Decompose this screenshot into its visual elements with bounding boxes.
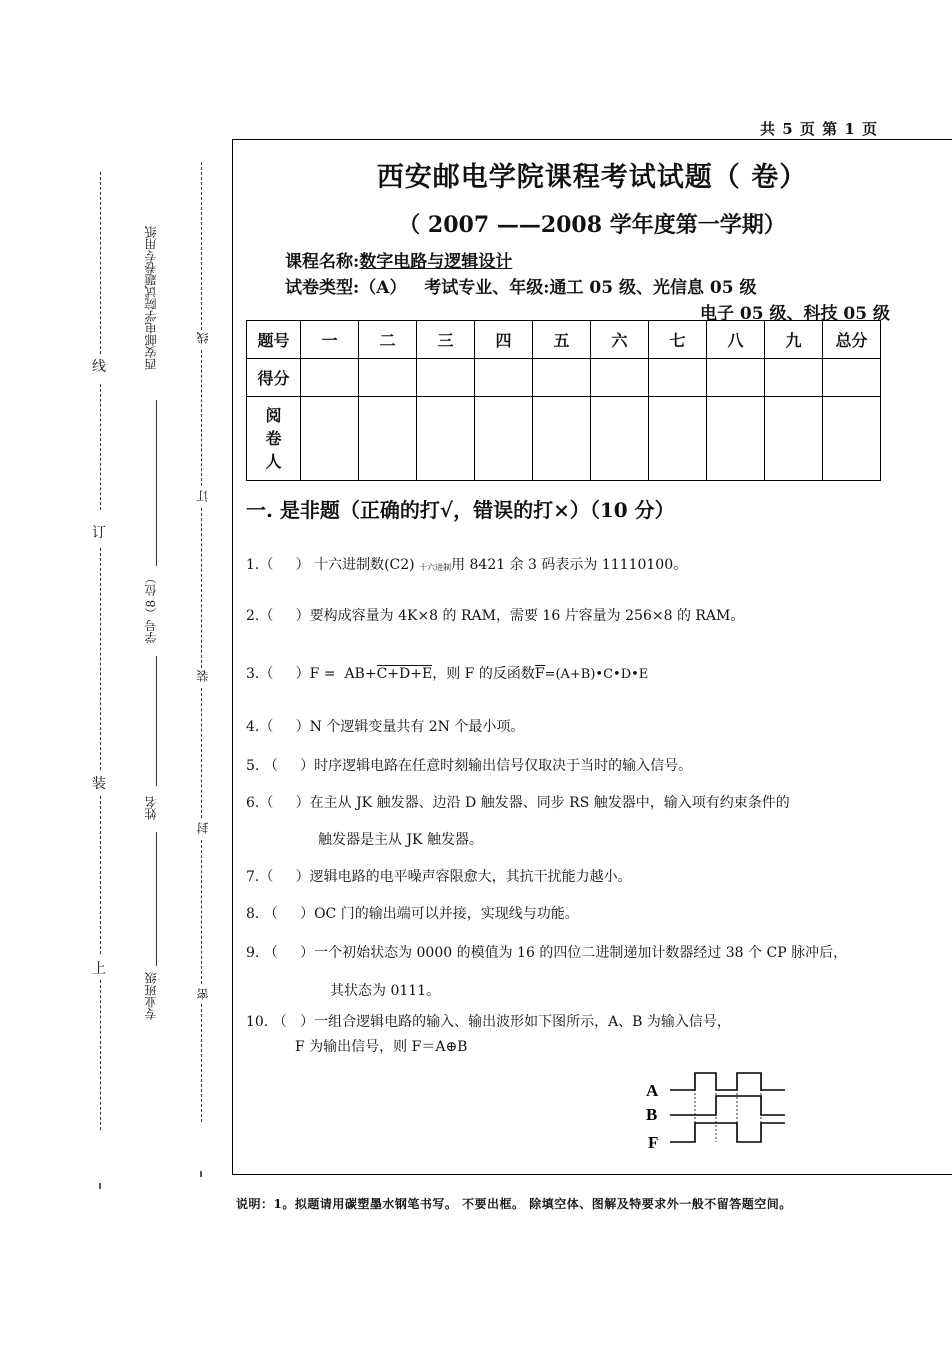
reviewer-cell[interactable] bbox=[301, 397, 359, 481]
question-number: 5. （ bbox=[246, 758, 278, 774]
reviewer-row-label bbox=[247, 397, 301, 481]
question-text: 用 8421 余 3 码表示为 11110100。 bbox=[451, 557, 688, 573]
score-cell[interactable] bbox=[649, 359, 707, 397]
question-9-cont: 其状态为 0111。 bbox=[330, 983, 441, 999]
margin-char: 线 bbox=[92, 359, 106, 375]
reviewer-cell[interactable] bbox=[707, 397, 765, 481]
reviewer-cell[interactable] bbox=[417, 397, 475, 481]
field-line bbox=[156, 656, 157, 786]
binding-line bbox=[100, 384, 101, 510]
reviewer-char: 卷 bbox=[265, 429, 282, 448]
question-8 bbox=[246, 903, 579, 923]
footer-note: 说明：1。拟题请用碳塑墨水钢笔书写。 不要出框。 除填空体、图解及特要求外一般不留答题空间。 bbox=[236, 1197, 792, 1211]
question-6-cont: 触发器是主从 JK 触发器。 bbox=[318, 832, 483, 848]
formula-plus: + bbox=[364, 666, 377, 682]
binding-line bbox=[100, 548, 101, 770]
question-1 bbox=[246, 554, 687, 574]
question-9 bbox=[246, 942, 847, 962]
question-text: ）在主从 JK 触发器、边沿 D 触发器、同步 RS 触发器中，输入项有约束条件的 bbox=[295, 795, 790, 811]
margin-char: 订 bbox=[196, 490, 210, 502]
header-cell: 四 bbox=[475, 321, 533, 359]
header-cell: 二 bbox=[359, 321, 417, 359]
waveform-guides bbox=[695, 1073, 761, 1142]
subscript: 十六进制 bbox=[419, 563, 452, 572]
reviewer-cell[interactable] bbox=[591, 397, 649, 481]
header-cell: 题号 bbox=[247, 321, 301, 359]
reviewer-row bbox=[247, 397, 881, 481]
score-cell[interactable] bbox=[591, 359, 649, 397]
header-cell: 六 bbox=[591, 321, 649, 359]
score-cell[interactable] bbox=[533, 359, 591, 397]
major-line2: 电子 05 级、科技 05 级 bbox=[700, 304, 890, 324]
question-number: 8. （ bbox=[246, 906, 278, 922]
question-text: ，则 F 的反函数 bbox=[432, 666, 535, 682]
reviewer-cell[interactable] bbox=[649, 397, 707, 481]
margin-char: 装 bbox=[196, 670, 210, 682]
waveform-label-b: B bbox=[646, 1105, 658, 1124]
question-text: ）N 个逻辑变量共有 2N 个最小项。 bbox=[295, 719, 525, 735]
exam-type-line bbox=[285, 273, 757, 298]
score-cell[interactable] bbox=[823, 359, 881, 397]
margin-char: 上 bbox=[92, 961, 106, 977]
question-2 bbox=[246, 605, 744, 625]
seal-line bbox=[201, 688, 202, 818]
question-6 bbox=[246, 792, 790, 812]
seal-line bbox=[201, 1004, 202, 1122]
header-cell: 七 bbox=[649, 321, 707, 359]
binding-line bbox=[100, 172, 101, 354]
score-cell[interactable] bbox=[765, 359, 823, 397]
course-line bbox=[285, 247, 512, 272]
exam-type-label: 试卷类型:（A） bbox=[285, 278, 407, 298]
question-number: 7.（ bbox=[246, 869, 274, 885]
header-cell: 三 bbox=[417, 321, 475, 359]
waveform-diagram bbox=[640, 1068, 800, 1154]
course-label: 课程名称: bbox=[285, 252, 360, 272]
reviewer-cell[interactable] bbox=[475, 397, 533, 481]
header-cell: 一 bbox=[301, 321, 359, 359]
score-table bbox=[246, 320, 881, 481]
margin-tick bbox=[200, 1171, 202, 1177]
seal-line bbox=[201, 840, 202, 984]
question-text: ）一个初始状态为 0000 的模值为 16 的四位二进制递加计数器经过 38 个 CP 脉冲后， bbox=[300, 945, 848, 961]
student-id-label: 学号（8 位） bbox=[144, 572, 158, 644]
header-cell: 九 bbox=[765, 321, 823, 359]
question-5 bbox=[246, 755, 692, 775]
seal-line bbox=[201, 508, 202, 668]
question-3 bbox=[246, 663, 648, 683]
question-text: ）逻辑电路的电平噪声容限愈大，其抗干扰能力越小。 bbox=[295, 869, 632, 885]
section1-title: 一. 是非题（正确的打√，错误的打×）（10 分） bbox=[246, 498, 675, 522]
exam-subtitle: （ 2007 ——2008 学年度第一学期） bbox=[398, 212, 786, 238]
margin-char: 封 bbox=[196, 822, 210, 834]
binding-line bbox=[100, 980, 101, 1130]
reviewer-char: 人 bbox=[265, 452, 282, 471]
table-header-row bbox=[247, 321, 881, 359]
score-cell[interactable] bbox=[359, 359, 417, 397]
formula-overline: C+D+E bbox=[376, 666, 433, 682]
waveform-f bbox=[670, 1123, 785, 1142]
seal-line bbox=[201, 162, 202, 330]
question-text: ）要构成容量为 4K×8 的 RAM，需要 16 片容量为 256×8 的 RAM。 bbox=[295, 608, 745, 624]
reviewer-char: 阅 bbox=[265, 406, 282, 425]
question-text: ）一组合逻辑电路的输入、输出波形如下图所示，A、B 为输入信号， bbox=[300, 1014, 731, 1030]
question-text: ）OC 门的输出端可以并接，实现线与功能。 bbox=[300, 906, 579, 922]
question-number: 9. （ bbox=[246, 945, 278, 961]
reviewer-cell[interactable] bbox=[823, 397, 881, 481]
class-label: 专业班级 bbox=[144, 972, 158, 1020]
margin-char: 密 bbox=[196, 988, 210, 1000]
waveform-a bbox=[670, 1073, 785, 1090]
margin-char: 订 bbox=[92, 525, 106, 541]
reviewer-cell[interactable] bbox=[765, 397, 823, 481]
course-name: 数字电路与逻辑设计 bbox=[359, 252, 513, 272]
question-number: 3.（ bbox=[246, 666, 274, 682]
score-cell[interactable] bbox=[707, 359, 765, 397]
waveform-b bbox=[670, 1096, 785, 1115]
field-line bbox=[156, 832, 157, 966]
waveform-label-f: F bbox=[648, 1133, 659, 1152]
question-text: ）时序逻辑电路在任意时刻输出信号仅取决于当时的输入信号。 bbox=[300, 758, 693, 774]
question-7 bbox=[246, 866, 632, 886]
margin-char: 线 bbox=[196, 332, 210, 344]
question-number: 6.（ bbox=[246, 795, 274, 811]
question-4 bbox=[246, 716, 524, 736]
exam-title: 西安邮电学院课程考试试题（ 卷） bbox=[376, 162, 808, 193]
formula-inverse: =(A+B)•C•D•E bbox=[544, 667, 649, 682]
score-cell[interactable] bbox=[417, 359, 475, 397]
major-label: 考试专业、年级: bbox=[424, 278, 550, 298]
margin-char: 装 bbox=[92, 776, 106, 792]
question-text: ）F = bbox=[295, 666, 336, 682]
formula-term: AB bbox=[344, 666, 365, 682]
page-info: 共 5 页 第 1 页 bbox=[760, 120, 878, 138]
binding-line bbox=[100, 796, 101, 954]
header-cell: 五 bbox=[533, 321, 591, 359]
question-10 bbox=[246, 1011, 731, 1031]
score-cell[interactable] bbox=[475, 359, 533, 397]
score-row-label: 得分 bbox=[247, 359, 301, 397]
score-cell[interactable] bbox=[301, 359, 359, 397]
header-cell: 总分 bbox=[823, 321, 881, 359]
question-10-cont: F 为输出信号，则 F＝A⊕B bbox=[295, 1039, 468, 1055]
reviewer-cell[interactable] bbox=[359, 397, 417, 481]
question-number: 4.（ bbox=[246, 719, 274, 735]
waveform-label-a: A bbox=[646, 1081, 659, 1100]
question-text: 十六进制数(C2) bbox=[314, 557, 415, 573]
question-number: 2.（ bbox=[246, 608, 274, 624]
header-cell: 八 bbox=[707, 321, 765, 359]
score-row bbox=[247, 359, 881, 397]
margin-tick bbox=[99, 1183, 101, 1189]
school-paper-label: 西安邮电学院试题卷专用纸 bbox=[144, 226, 158, 370]
field-line bbox=[156, 400, 157, 566]
formula-fbar: F bbox=[534, 666, 545, 682]
seal-line bbox=[201, 350, 202, 486]
name-label: 姓名 bbox=[144, 796, 158, 820]
question-bracket: ） bbox=[295, 557, 310, 573]
question-number: 10. （ bbox=[246, 1014, 287, 1030]
major-line1: 通工 05 级、光信息 05 级 bbox=[549, 278, 757, 298]
reviewer-cell[interactable] bbox=[533, 397, 591, 481]
question-number: 1.（ bbox=[246, 557, 274, 573]
